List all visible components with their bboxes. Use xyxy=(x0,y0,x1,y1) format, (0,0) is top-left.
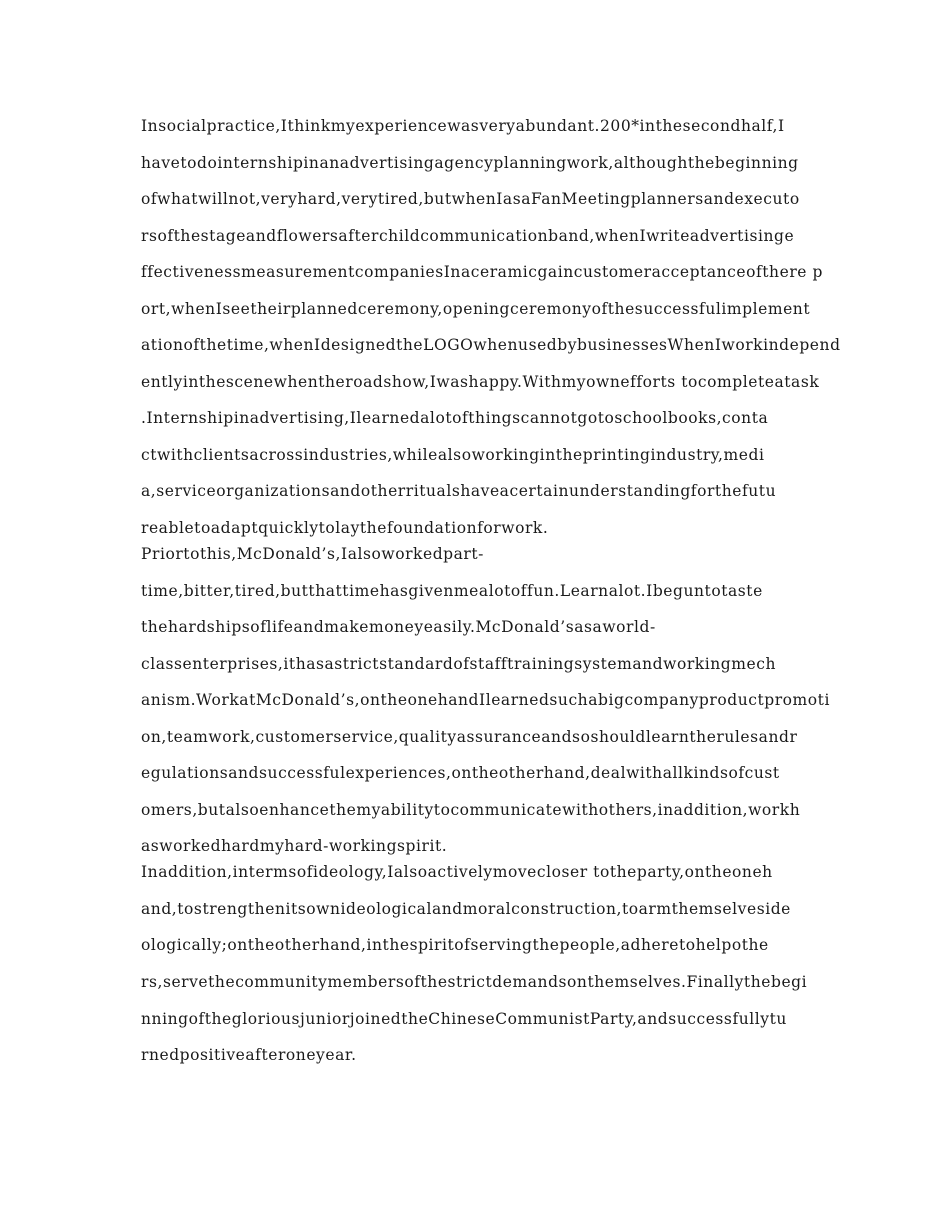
text-line: and,tostrengthenitsownideologicalandmoralconstruction,toarmthemselveside xyxy=(141,899,791,918)
text-line: ationofthetime,whenIdesignedtheLOGOwhenusedbybusinessesWhenIworkindepend xyxy=(141,336,841,355)
text-line: havetodointernshipinanadvertisingagencyplanningwork,althoughthebeginning xyxy=(141,153,799,172)
text-line: ologically;ontheotherhand,inthespiritofservingthepeople,adheretohelpothe xyxy=(141,936,769,955)
text-line: ffectivenessmeasurementcompaniesInaceramicgaincustomeracceptanceofthere p xyxy=(141,263,823,282)
text-line: reabletoadaptquicklytolaythefoundationforwork. xyxy=(141,519,549,538)
text-line: nningofthegloriousjuniorjoinedtheChineseCommunistParty,andsuccessfullytu xyxy=(141,1009,787,1028)
text-line: thehardshipsoflifeandmakemoneyeasily.McDonald’sasaworld- xyxy=(141,618,656,637)
text-line: entlyinthescenewhentheroadshow,Iwashappy.Withmyownefforts tocompleteatask xyxy=(141,372,820,391)
text-line: omers,butalsoenhancethemyabilitytocommunicatewithothers,inaddition,workh xyxy=(141,800,801,819)
text-line: rs,servethecommunitymembersofthestrictdemandsonthemselves.Finallythebegi xyxy=(141,973,808,992)
text-line: asworkedhardmyhard-workingspirit. xyxy=(141,837,448,856)
text-line: time,bitter,tired,butthattimehasgivenmealotoffun.Learnalot.Ibeguntotaste xyxy=(141,581,763,600)
text-line: ort,whenIseetheirplannedceremony,openingceremonyofthesuccessfulimplement xyxy=(141,299,811,318)
text-line: Insocialpractice,Ithinkmyexperiencewasveryabundant.200*inthesecondhalf,I xyxy=(141,117,785,135)
text-line: egulationsandsuccessfulexperiences,ontheotherhand,dealwithallkindsofcust xyxy=(141,764,780,783)
text-line: .Internshipinadvertising,Ilearnedalotofthingscannotgotoschoolbooks,conta xyxy=(141,409,769,428)
text-line: ctwithclientsacrossindustries,whilealsoworkingintheprintingindustry,medi xyxy=(141,445,765,464)
text-line: classenterprises,ithasastrictstandardofstafftrainingsystemandworkingmech xyxy=(141,654,776,673)
text-line: on,teamwork,customerservice,qualityassuranceandsoshouldlearntherulesandr xyxy=(141,727,798,746)
text-line: ofwhatwillnot,veryhard,verytired,butwhenIasaFanMeetingplannersandexecuto xyxy=(141,190,800,209)
text-line: a,serviceorganizationsandotherritualshaveacertainunderstandingforthefutu xyxy=(141,482,777,501)
text-line: rsofthestageandflowersafterchildcommunicationband,whenIwriteadvertisinge xyxy=(141,226,795,245)
text-line: Inaddition,intermsofideology,Ialsoactivelymovecloser totheparty,ontheoneh xyxy=(141,863,773,882)
text-line: anism.WorkatMcDonald’s,ontheonehandIlearnedsuchabigcompanyproductpromoti xyxy=(141,691,830,710)
text-line: rnedpositiveafteroneyear. xyxy=(141,1046,357,1065)
text-line: Priortothis,McDonald’s,Ialsoworkedpart- xyxy=(141,545,484,564)
document-body xyxy=(141,117,841,1083)
